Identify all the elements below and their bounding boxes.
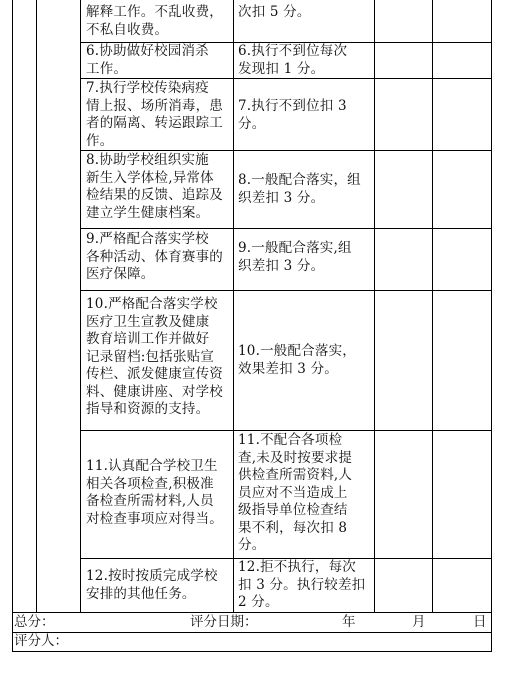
row-divider [80,290,492,291]
requirement-cell: 8.协助学校组织实施 新生入学体检,异常体 检结果的反馈、追踪及 建立学生健康档案。 [86,152,223,221]
row-divider [80,78,492,79]
requirement-cell: 解释工作。不乱收费， 不私自收费。 [86,4,223,38]
deduction-cell: 9.一般配合落实,组 织差扣 3 分。 [238,240,352,274]
deduction-cell: 7.执行不到位扣 3 分。 [238,98,347,132]
deduction-cell: 6.执行不到位每次 发现扣 1 分。 [238,43,348,77]
column-divider [432,0,433,612]
scorer-label: 评分人： [14,633,68,649]
requirement-cell: 10.严格配合落实学校 医疗卫生宣教及健康 教育培训工作并做好 记录留档:包括张贴宣 传栏、派发健康宣传资 料、健康讲座、对学校 指导和资源的支持。 [86,296,223,417]
day-label: 日 [473,614,487,630]
requirement-cell: 11.认真配合学校卫生 相关各项检查,积极准 备检查所需材料,人员 对检查事项应对得当。 [86,458,223,527]
footer-divider [12,632,492,633]
requirement-cell: 7.执行学校传染病疫 情上报、场所消毒，患 者的隔离、转运跟踪工 作。 [86,80,223,149]
deduction-cell: 11.不配合各项检 查,未及时按要求提 供检查所需资料,人 员应对不当造成上 级指导单位检查结 果不利，每次扣 8 分。 [238,432,353,553]
column-divider [374,0,375,612]
footer-bottom-line [12,651,492,652]
table-bottom-line [12,612,492,613]
scoring-date-label: 评分日期： [190,614,258,630]
table-border-left [12,0,13,652]
month-label: 月 [412,614,426,630]
deduction-cell: 12.拒不执行，每次 扣 3 分。执行较差扣 2 分。 [238,559,366,610]
deduction-cell: 10.一般配合落实， 效果差扣 3 分。 [238,343,356,377]
requirement-cell: 6.协助做好校园消杀 工作。 [86,43,209,77]
row-divider [80,228,492,229]
deduction-cell: 次扣 5 分。 [238,4,311,20]
column-divider [80,0,81,612]
total-score-label: 总分： [14,614,55,630]
column-divider [233,0,234,612]
deduction-cell: 8.一般配合落实，组 织差扣 3 分。 [238,172,361,206]
column-divider [36,0,37,612]
requirement-cell: 12.按时按质完成学校 安排的其他任务。 [86,568,218,602]
table-border-right [491,0,492,652]
row-divider [80,430,492,431]
row-divider [80,150,492,151]
year-label: 年 [342,614,356,630]
requirement-cell: 9.严格配合落实学校 各种活动、体育赛事的 医疗保障。 [86,231,223,282]
